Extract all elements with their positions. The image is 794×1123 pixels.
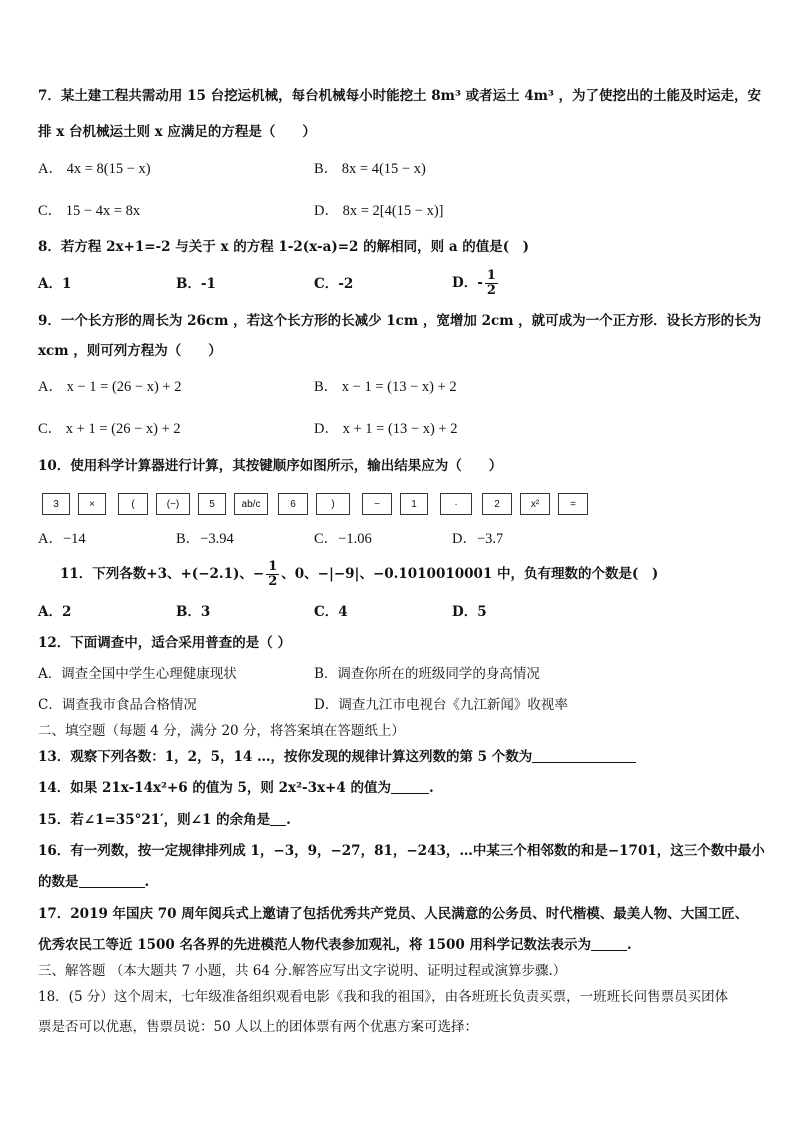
q10-option-a: A．−14 — [38, 531, 86, 547]
q16-line2-text: 的数是 — [38, 874, 79, 890]
key-square: x² — [520, 493, 550, 515]
q10-option-d: D．−3.7 — [452, 531, 504, 547]
q13-text: 13．观察下列各数：1，2，5，14 …，按你发现的规律计算这列数的第 5 个数为 — [38, 749, 533, 765]
q18-line1: 18．(5 分）这个周末，七年级准备组织观看电影《我和我的祖国》，由各班班长负责买票，一班班长问售票员买团体 — [38, 989, 729, 1005]
q7-line1: 7．某土建工程共需动用 15 台挖运机械，每台机械每小时能挖土 8m³ 或者运土 4m³ ，为了使挖出的土能及时运走，安 — [38, 88, 762, 104]
q15-stem — [38, 810, 291, 830]
q11-option-d: D．5 — [452, 604, 487, 620]
key-6: 6 — [278, 493, 308, 515]
key-fraction: ab/c — [234, 493, 268, 515]
q7-line2: 排 x 台机械运土则 x 应满足的方程是（ ） — [38, 124, 316, 140]
q11-fraction-numerator: 1 — [268, 559, 278, 574]
q8-fraction — [485, 269, 498, 298]
q12-option-c: C．调查我市食品合格情况 — [38, 697, 197, 713]
key-negative: (−) — [156, 493, 190, 515]
q8-option-b: B．-1 — [176, 276, 216, 292]
q8-option-c: C．-2 — [314, 276, 354, 292]
q11-stem — [60, 556, 658, 592]
q16-line2 — [38, 872, 149, 892]
q11-option-b: B．3 — [176, 604, 211, 620]
q16-line1: 16．有一列数，按一定规律排列成 1，−3，9，−27，81，−243，…中某三个相邻数的和是−1701，这三个数中最小 — [38, 843, 765, 859]
q9-option-b: B． x − 1 = (13 − x) + 2 — [314, 379, 457, 395]
q14-stem — [38, 778, 434, 798]
q8-fraction-denominator: 2 — [486, 283, 496, 298]
q7-option-b: B． 8x = 4(15 − x) — [314, 161, 426, 177]
key-3: 3 — [42, 493, 70, 515]
q14-answer-blank — [391, 779, 429, 794]
q15-text: 15．若∠1=35°21′，则∠1 的余角是 — [38, 812, 271, 828]
q8-option-d — [452, 266, 500, 300]
key-open-paren: ( — [118, 493, 148, 515]
q11-option-c: C．4 — [314, 604, 348, 620]
q11-fraction-denominator: 2 — [268, 574, 278, 589]
q8-fraction-numerator: 1 — [486, 268, 496, 283]
q12-option-a: A．调查全国中学生心理健康现状 — [38, 666, 237, 682]
q11-stem-suffix: 、0、−|−9|、−0.1010010001 中，负有理数的个数是( ) — [281, 566, 659, 582]
q9-option-d: D． x + 1 = (13 − x) + 2 — [314, 421, 458, 437]
q7-option-a: A． 4x = 8(15 − x) — [38, 161, 151, 177]
q16-answer-blank — [79, 873, 145, 888]
q17-line2-text: 优秀农民工等近 1500 名各界的先进模范人物代表参加观礼，将 1500 用科学记数法表示为 — [38, 937, 591, 953]
q17-line2 — [38, 935, 632, 955]
q12-option-d: D．调查九江市电视台《九江新闻》收视率 — [314, 697, 568, 713]
q8-option-a: A．1 — [38, 276, 72, 292]
q12-option-b: B．调查你所在的班级同学的身高情况 — [314, 666, 540, 682]
q8-option-d-prefix: D．- — [452, 275, 483, 291]
q17-answer-blank — [591, 936, 627, 951]
q18-line2: 票是否可以优惠，售票员说：50 人以上的团体票有两个优惠方案可选择： — [38, 1019, 478, 1035]
key-equals: = — [558, 493, 588, 515]
q10-stem: 10．使用科学计算器进行计算，其按键顺序如图所示，输出结果应为（ ） — [38, 458, 503, 474]
q15-answer-blank — [270, 811, 286, 826]
key-decimal-point: · — [440, 493, 472, 515]
q13-stem — [38, 747, 636, 767]
q14-text: 14．如果 21x-14x²+6 的值为 5，则 2x²-3x+4 的值为 — [38, 780, 391, 796]
q13-answer-blank — [532, 748, 636, 763]
key-multiply: × — [78, 493, 106, 515]
q9-option-a: A． x − 1 = (26 − x) + 2 — [38, 379, 182, 395]
q11-option-a: A．2 — [38, 604, 72, 620]
q9-option-c: C． x + 1 = (26 − x) + 2 — [38, 421, 181, 437]
q14-period: . — [428, 780, 434, 796]
section-fill-in-heading: 二、填空题（每题 4 分，满分 20 分，将答案填在答题纸上） — [38, 723, 405, 739]
q10-option-c: C．−1.06 — [314, 531, 372, 547]
q7-option-c: C． 15 − 4x = 8x — [38, 203, 141, 219]
key-1: 1 — [400, 493, 428, 515]
q10-option-b: B．−3.94 — [176, 531, 234, 547]
q7-option-d: D． 8x = 2[4(15 − x)] — [314, 203, 444, 219]
q11-stem-prefix: 11．下列各数+3、+(−2.1)、− — [60, 566, 265, 582]
section-solution-heading: 三、解答题 （本大题共 7 小题，共 64 分.解答应写出文字说明、证明过程或演算步骤.） — [38, 963, 567, 979]
q9-line1: 9．一个长方形的周长为 26cm ，若这个长方形的长减少 1cm ，宽增加 2cm ，就可成为一个正方形．设长方形的长为 — [38, 313, 762, 329]
q8-stem: 8．若方程 2x+1=-2 与关于 x 的方程 1-2(x-a)=2 的解相同，则 a 的值是( ) — [38, 239, 530, 255]
q17-line1: 17．2019 年国庆 70 周年阅兵式上邀请了包括优秀共产党员、人民满意的公务员、时代楷模、最美人物、大国工匠、 — [38, 906, 749, 922]
key-2: 2 — [482, 493, 512, 515]
q12-stem: 12．下面调查中，适合采用普查的是（ ） — [38, 635, 291, 651]
q15-period: . — [286, 812, 291, 828]
q16-period: . — [144, 874, 150, 890]
key-close-paren: ) — [316, 493, 350, 515]
q11-fraction — [266, 560, 279, 589]
key-5: 5 — [198, 493, 226, 515]
key-minus: − — [362, 493, 392, 515]
q17-period: . — [626, 937, 632, 953]
q9-line2: xcm ，则可列方程为（ ） — [38, 343, 222, 359]
